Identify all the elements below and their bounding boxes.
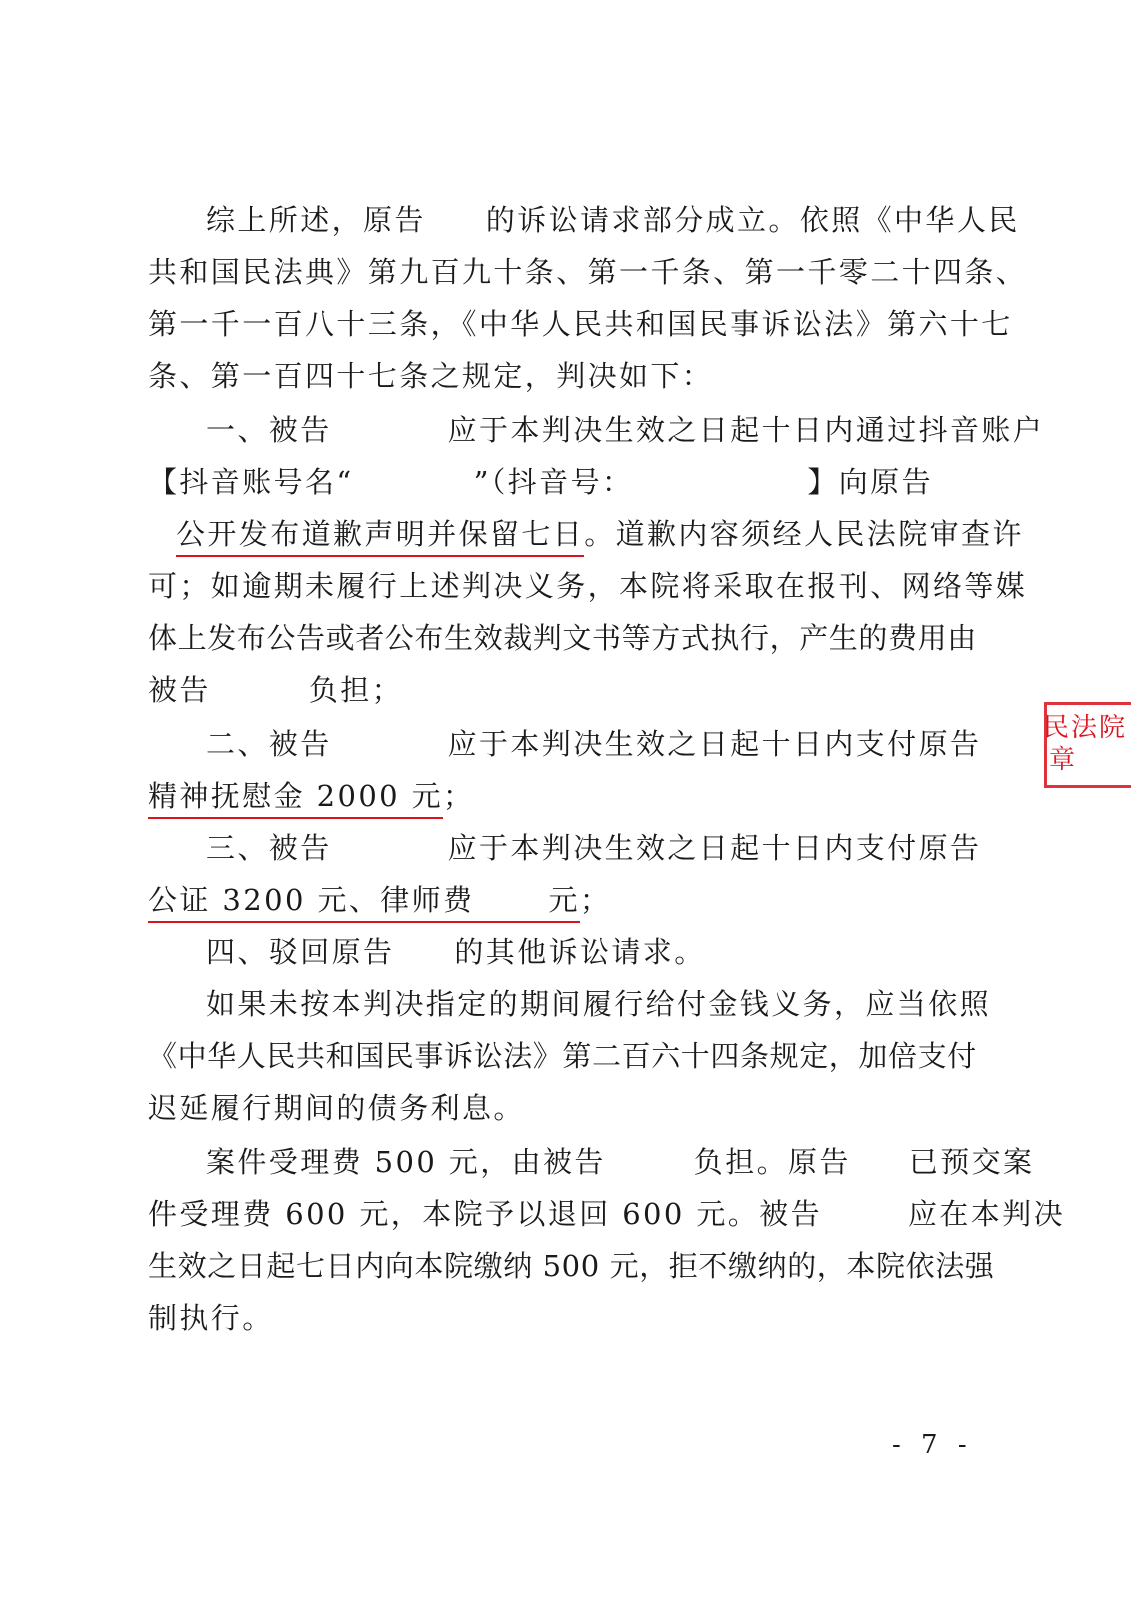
text-run: 四、驳回原告 xyxy=(206,935,395,969)
paragraph-line xyxy=(148,464,968,500)
text-run: 三、被告 xyxy=(206,831,332,865)
paragraph-line: 迟延履行期间的债务利息。 xyxy=(148,1091,525,1125)
red-underline-annotation: 公开发布道歉声明并保留七日 xyxy=(176,517,584,557)
paragraph-line: 制执行。 xyxy=(148,1301,274,1335)
text-run: 负担。原告 xyxy=(693,1145,851,1179)
text-run: 元 xyxy=(548,883,580,917)
red-underline-annotation xyxy=(148,883,580,923)
judgment-item-2 xyxy=(206,726,982,762)
text-run: 负担； xyxy=(308,673,404,707)
judgment-item-1 xyxy=(206,412,1045,448)
text-run: 应于本判决生效之日起十日内支付原告 xyxy=(447,831,982,865)
text-run: 的诉讼请求部分成立。依照《中华人民 xyxy=(485,203,1020,237)
seal-text: 章 xyxy=(1049,745,1076,775)
seal-text: 民法院 xyxy=(1043,713,1128,743)
paragraph-line xyxy=(148,778,968,814)
text-run: 应在本判决 xyxy=(907,1197,1065,1231)
text-run: 应于本判决生效之日起十日内支付原告 xyxy=(447,727,982,761)
paragraph-line: 体上发布公告或者公布生效裁判文书等方式执行，产生的费用由 xyxy=(148,621,977,655)
paragraph-line: 第一千一百八十三条，《中华人民共和国民事诉讼法》第六十七 xyxy=(148,307,1013,341)
text-run: ； xyxy=(443,779,475,813)
text-run: 已预交案 xyxy=(908,1145,1035,1179)
text-run: 案件受理费 500 元，由被告 xyxy=(206,1145,606,1179)
text-run: 件受理费 600 元，本院予以退回 600 元。被告 xyxy=(148,1197,822,1231)
text-run: 应于本判决生效之日起十日内通过抖音账户 xyxy=(447,413,1045,447)
paragraph-line: 可；如逾期未履行上述判决义务，本院将采取在报刊、网络等媒 xyxy=(148,569,1028,603)
paragraph-line: 《中华人民共和国民事诉讼法》第二百六十四条规定，加倍支付 xyxy=(148,1039,977,1073)
judgment-item-3 xyxy=(206,830,982,866)
text-run: 被告 xyxy=(148,673,211,707)
text-run: ”（抖音号： xyxy=(473,465,634,499)
paragraph-line xyxy=(148,882,968,918)
text-run: 综上所述，原告 xyxy=(206,203,426,237)
judgment-item-4 xyxy=(206,934,968,970)
text-run: 的其他诉讼请求。 xyxy=(454,935,706,969)
page-number: - 7 - xyxy=(892,1430,973,1460)
red-underline-annotation: 精神抚慰金 2000 元 xyxy=(148,779,443,819)
paragraph-line xyxy=(148,1196,1065,1232)
text-run: 。道歉内容须经人民法院审查许 xyxy=(584,517,1024,551)
paragraph-line xyxy=(206,1144,1035,1180)
paragraph-line: 条、第一百四十七条之规定，判决如下： xyxy=(148,359,714,393)
text-run: 【抖音账号名“ xyxy=(148,465,354,499)
text-run: ； xyxy=(579,883,612,917)
text-run: 二、被告 xyxy=(206,727,332,761)
text-run: 公证 3200 元、律师费 xyxy=(148,883,475,917)
paragraph-line: 如果未按本判决指定的期间履行给付金钱义务，应当依照 xyxy=(206,987,992,1021)
court-seal xyxy=(1044,702,1131,788)
text-run: 】向原告 xyxy=(807,465,933,499)
paragraph-line xyxy=(148,672,968,708)
paragraph-line: 共和国民法典》第九百九十条、第一千条、第一千零二十四条、 xyxy=(148,255,1028,289)
paragraph-line xyxy=(206,202,1020,238)
paragraph-line xyxy=(148,516,1024,552)
paragraph-line: 生效之日起七日内向本院缴纳 500 元，拒不缴纳的，本院依法强 xyxy=(148,1249,995,1283)
text-run: 一、被告 xyxy=(206,413,332,447)
